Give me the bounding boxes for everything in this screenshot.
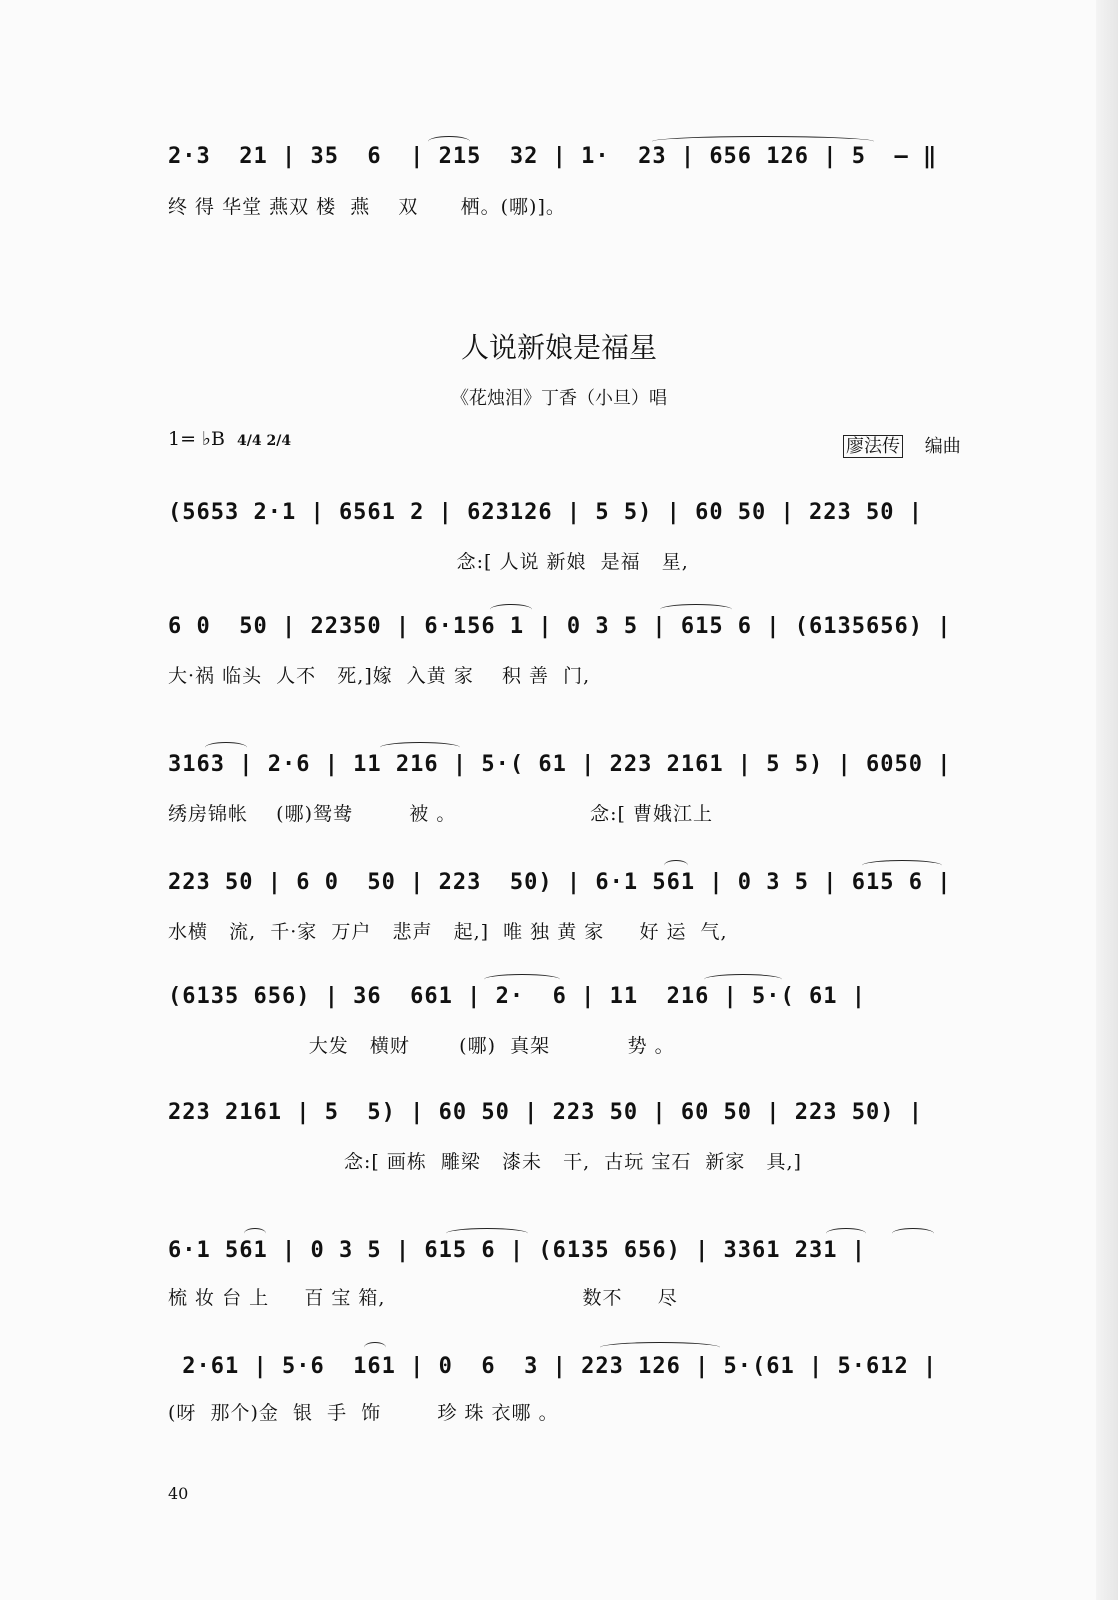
slur [892, 1228, 934, 1239]
slur [484, 974, 560, 985]
lyrics-line: 梳 妆 台 上 百 宝 箱, 数不 尽 [168, 1287, 678, 1309]
slur [600, 1342, 720, 1353]
notes-line: (6135 656) | 36 661 | 2· 6 | 11 216 | 5·( 61 | [168, 984, 867, 1009]
song-subtitle: 《花烛泪》丁香（小旦）唱 [451, 388, 667, 409]
slur [826, 1228, 866, 1239]
lyrics-line: 水横 流, 千·家 万户 悲声 起,] 唯 独 黄 家 好 运 气, [168, 921, 728, 943]
lyrics-line: 大·祸 临头 人不 死,]嫁 入黄 家 积 善 门, [168, 665, 591, 687]
lyrics-line: (呀 那个)金 银 手 饰 珍 珠 衣哪 。 [168, 1402, 559, 1424]
lyrics-line: 念:[ 人说 新娘 是福 星, [168, 551, 689, 573]
notes-line: 2·3 21 | 35 6 | 215 32 | 1· 23 | 656 126 | 5 — ‖ [168, 144, 938, 169]
song-title: 人说新娘是福星 [460, 331, 657, 364]
lyrics-line: 终 得 华堂 燕双 楼 燕 双 栖。(哪)]。 [168, 196, 566, 218]
slur [490, 604, 532, 615]
composer-name: 廖法传 [843, 435, 903, 458]
notes-line: 6·1 561 | 0 3 5 | 615 6 | (6135 656) | 3361 231 | [168, 1238, 867, 1263]
slur [380, 742, 460, 753]
notes-line: 223 2161 | 5 5) | 60 50 | 223 50 | 60 50 | 223 50) | [168, 1100, 923, 1125]
slur [244, 1228, 266, 1239]
slur [862, 860, 942, 871]
notes-line: 3163 | 2·6 | 11 216 | 5·( 61 | 223 2161 | 5 5) | 6050 | [168, 752, 952, 777]
slur [660, 604, 732, 615]
notes-line: 6 0 50 | 22350 | 6·156 1 | 0 3 5 | 615 6 | (6135656) | [168, 614, 952, 639]
slur [205, 742, 247, 753]
notes-line: 223 50 | 6 0 50 | 223 50) | 6·1 561 | 0 3 5 | 615 6 | [168, 870, 952, 895]
notes-line: (5653 2·1 | 6561 2 | 623126 | 5 5) | 60 50 | 223 50 | [168, 500, 923, 525]
lyrics-line: 念:[ 画栋 雕梁 漆未 干, 古玩 宝石 新家 具,] [168, 1151, 802, 1173]
slur [428, 136, 470, 147]
slur [664, 860, 688, 871]
slur [446, 1228, 528, 1239]
time-signature: 4/4 2/4 [237, 433, 292, 449]
key-signature [168, 428, 291, 450]
page-number: 40 [168, 1484, 189, 1503]
composer-credit [843, 432, 961, 458]
lyrics-line: 大发 横财 (哪) 真架 势 。 [168, 1035, 675, 1057]
slur [652, 136, 874, 147]
page-edge [1096, 0, 1118, 1600]
key-label: 1= ♭B [168, 428, 225, 450]
slur [704, 974, 782, 985]
notes-line: 2·61 | 5·6 161 | 0 6 3 | 223 126 | 5·(61 | 5·612 | [168, 1354, 938, 1379]
lyrics-line: 绣房锦帐 (哪)鸳鸯 被 。 念:[ 曹娥江上 [168, 803, 713, 825]
composer-role: 编曲 [924, 436, 961, 457]
slur [364, 1342, 386, 1353]
